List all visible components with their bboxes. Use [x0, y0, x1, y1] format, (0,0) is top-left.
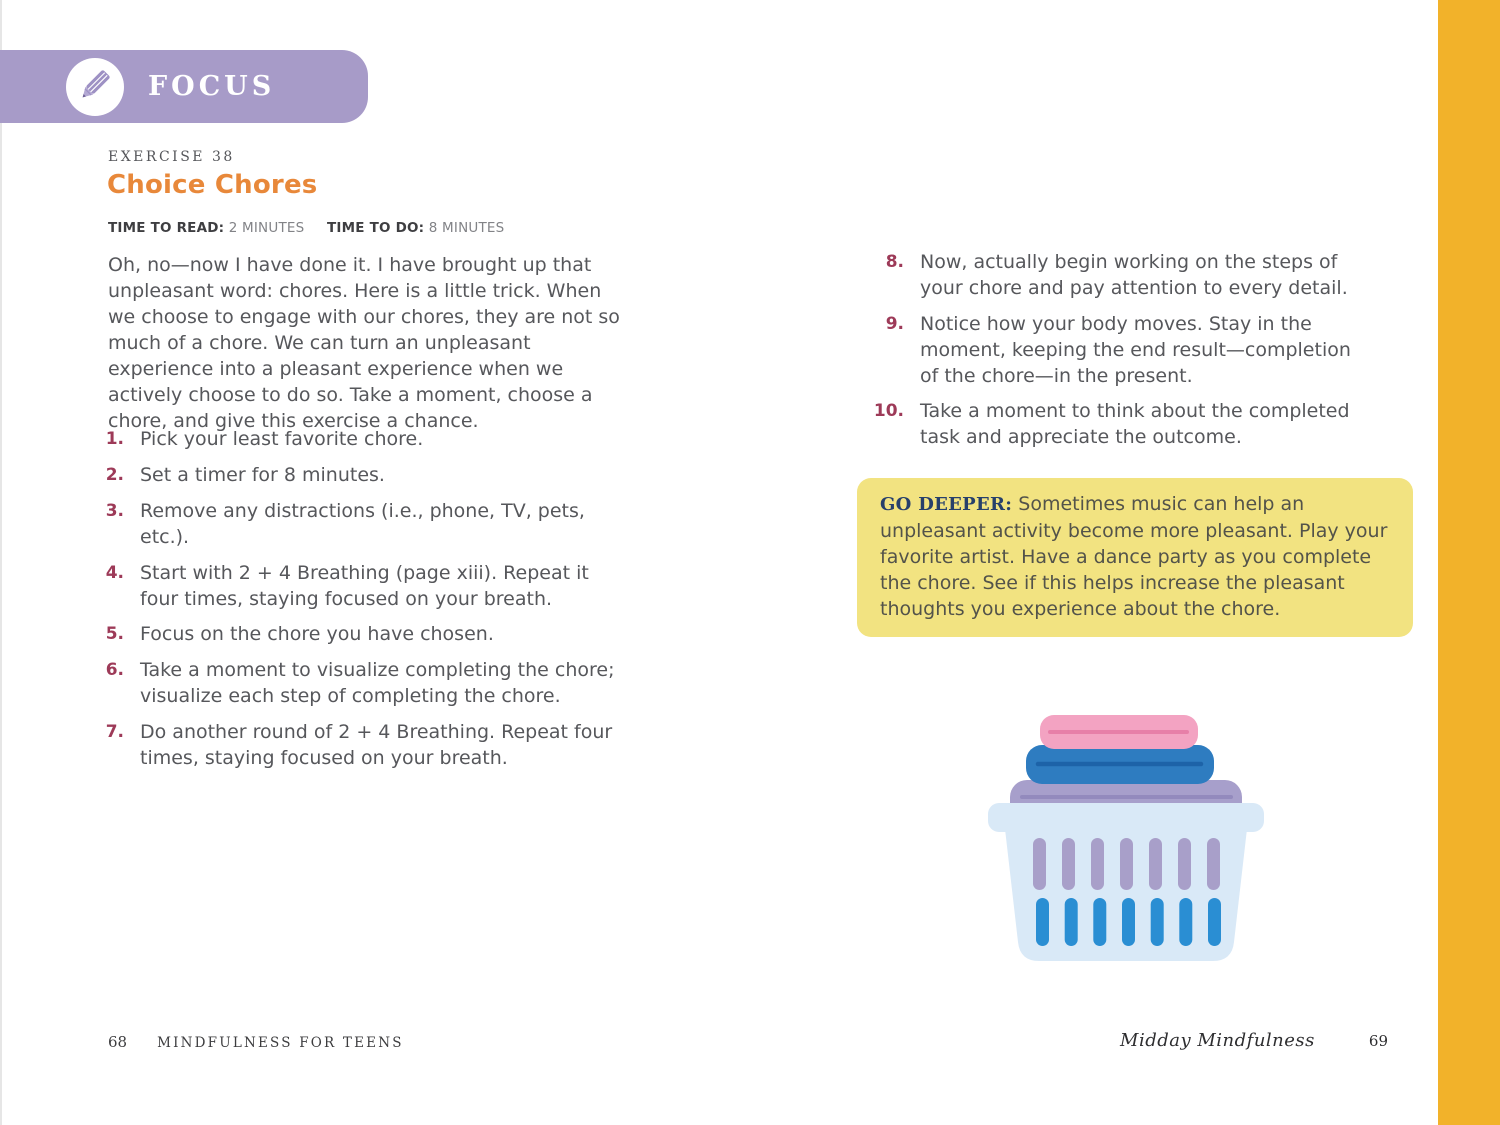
step-text: Remove any distractions (i.e., phone, TV, pets, etc.). — [140, 500, 585, 548]
step-number: 7. — [105, 721, 124, 742]
book-title: MINDFULNESS FOR TEENS — [157, 1035, 404, 1051]
exercise-label: EXERCISE 38 — [108, 149, 235, 165]
step-number: 4. — [105, 562, 124, 583]
side-stripe — [1438, 0, 1500, 1125]
step-number: 8. — [885, 252, 904, 272]
step-number: 5. — [105, 624, 124, 644]
step-item — [872, 249, 1374, 301]
step-item — [102, 498, 626, 550]
time-to-read-value: 2 MINUTES — [228, 220, 305, 236]
step-item — [872, 398, 1374, 450]
footer-left — [108, 1033, 404, 1051]
step-item — [102, 462, 626, 489]
steps-list-right — [872, 249, 1374, 460]
step-number: 3. — [105, 501, 124, 521]
time-to-read-label: TIME TO READ: — [108, 220, 225, 236]
step-item — [102, 719, 626, 771]
step-text: Notice how your body moves. Stay in the moment, keeping the end result—completion of the chore—in the present. — [920, 312, 1351, 387]
page-number-left: 68 — [108, 1033, 128, 1051]
exercise-title: Choice Chores — [107, 170, 318, 200]
steps-list-left — [102, 426, 626, 780]
step-item — [102, 657, 626, 709]
time-to-read — [108, 220, 327, 236]
step-number: 1. — [105, 429, 124, 449]
step-number: 2. — [105, 465, 124, 485]
time-to-do-label: TIME TO DO: — [327, 220, 425, 236]
section-banner — [0, 50, 368, 123]
step-text: Take a moment to visualize completing the chore; visualize each step of completing the chore. — [140, 659, 615, 707]
banner-icon-circle — [66, 58, 124, 116]
step-text: Do another round of 2 + 4 Breathing. Repeat four times, staying focused on your breath. — [140, 720, 613, 769]
step-number: 10. — [873, 401, 904, 421]
time-to-do-value: 8 MINUTES — [428, 220, 505, 236]
page-number-right: 69 — [1368, 1032, 1388, 1050]
step-text: Take a moment to think about the completed task and appreciate the outcome. — [920, 400, 1350, 448]
step-text: Now, actually begin working on the steps of your chore and pay attention to every detail. — [920, 251, 1348, 299]
step-text: Focus on the chore you have chosen. — [140, 623, 494, 645]
laundry-basket-illustration — [988, 706, 1264, 962]
go-deeper-text: Sometimes music can help an unpleasant activity become more pleasant. Play your favorite artist. Have a dance party as you complete the chore. See if this helps increase the pleasant thoughts you experience about the chore. — [880, 493, 1388, 620]
step-item — [872, 311, 1374, 389]
step-text: Set a timer for 8 minutes. — [140, 464, 385, 486]
step-item — [102, 621, 626, 648]
time-meta-row — [108, 220, 620, 236]
step-text: Pick your least favorite chore. — [140, 428, 424, 450]
intro-paragraph: Oh, no—now I have done it. I have brought up that unpleasant word: chores. Here is a little trick. When we choose to engage with our chores, they are not so much of a chore. We can turn an unpleasant experience into a pleasant experience when we actively choose to do so. Take a moment, choose a chore, and give this exercise a chance. — [108, 254, 620, 432]
towel-blue — [1026, 745, 1214, 784]
step-number: 9. — [885, 313, 904, 334]
page-edge-line — [0, 0, 2, 1125]
step-text: Start with 2 + 4 Breathing (page xiii). Repeat it four times, staying focused on your breath. — [140, 561, 589, 610]
step-item — [102, 560, 626, 612]
go-deeper-label: GO DEEPER: — [880, 494, 1013, 515]
step-item — [102, 426, 626, 453]
go-deeper-callout — [857, 478, 1413, 637]
step-number: 6. — [105, 660, 124, 680]
towel-pink — [1040, 715, 1198, 749]
chapter-title: Midday Mindfulness — [1120, 1030, 1315, 1051]
footer-right — [1120, 1030, 1388, 1051]
time-to-do — [327, 220, 546, 236]
pencil-icon — [75, 65, 115, 109]
section-title: FOCUS — [148, 71, 276, 102]
